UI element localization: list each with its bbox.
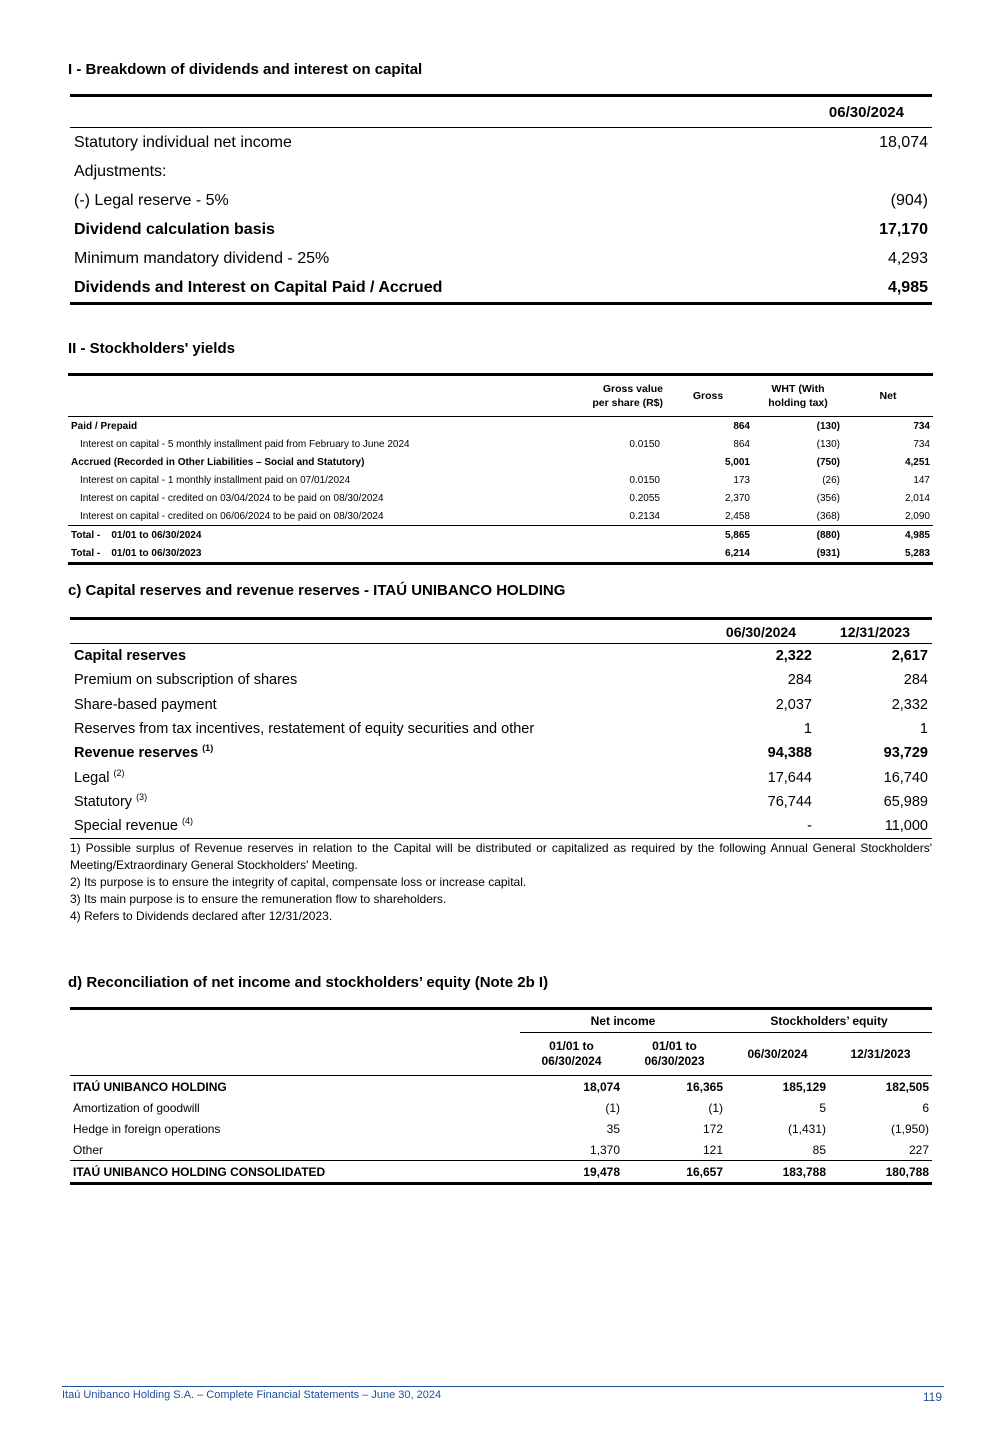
row-label: Statutory individual net income [74,133,292,151]
header-net: Net [843,375,933,417]
header-wht: WHT (With holding tax) [753,375,843,417]
table-row: Interest on capital - credited on 06/06/2024 to be paid on 08/30/2024 0.2134 2,458 (368) 2,090 [80,510,930,522]
table-row: Hedge in foreign operations 35 172 (1,431) (1,950) [73,1121,929,1136]
row-label: Dividends and Interest on Capital Paid / Accrued [74,278,443,296]
row-label: Minimum mandatory dividend - 25% [74,249,330,267]
header-col3: 06/30/2024 [726,1033,829,1076]
header-col1: 01/01 to 06/30/2024 [520,1033,623,1076]
row-value: 18,074 [879,133,928,151]
section-title-yields: II - Stockholders' yields [68,340,235,357]
row-value: (904) [890,191,928,209]
table-row: Capital reserves 2,322 2,617 [74,648,928,665]
header-col1: 06/30/2024 [700,619,816,644]
table-row: Total - 01/01 to 06/30/2023 6,214 (931) 5,283 [71,547,930,559]
footnote-3: 3) Its main purpose is to ensure the remuneration flow to shareholders. [70,892,447,906]
header-blank [70,1009,520,1076]
table-row: Revenue reserves $^{(1)}$ 94,388 93,729 [74,743,928,762]
section-title-reserves: c) Capital reserves and revenue reserves - ITAÚ UNIBANCO HOLDING [68,582,566,599]
table-row: Paid / Prepaid 864 (130) 734 [71,420,930,432]
row-label: Dividend calculation basis [74,220,275,238]
row-value: 17,170 [879,220,928,238]
table-row: Total - 01/01 to 06/30/2024 5,865 (880) 4,985 [68,526,933,545]
table-row [70,186,932,215]
footnote-ref: (1) [202,743,214,754]
section-title-dividends: I - Breakdown of dividends and interest on capital [68,61,423,78]
table-row: Interest on capital - 1 monthly installment paid on 07/01/2024 0.0150 173 (26) 147 [80,474,930,486]
table-row: Premium on subscription of shares 284 284 [74,672,928,689]
table-row: Statutory $^{(3)}$ 76,744 65,989 [74,792,928,810]
table-row: Other 1,370 121 85 227 [73,1142,929,1157]
page-number: 119 [922,1390,942,1404]
table-row: ITAÚ UNIBANCO HOLDING CONSOLIDATED 19,478 16,657 183,788 180,788 [70,1161,932,1184]
table-row: ITAÚ UNIBANCO HOLDING 18,074 16,365 185,129 182,505 [73,1079,929,1094]
header-net-income: Net income [520,1009,726,1033]
row-value [819,157,932,186]
section-title-reconciliation: d) Reconciliation of net income and stockholders’ equity (Note 2b I) [68,974,549,991]
footnote-ref: (3) [136,792,148,803]
footnote-1: 1) Possible surplus of Revenue reserves in relation to the Capital will be distributed or capitalized as required by the following Annual General Stockholders' Meeting/Extraordinary General Stockholders' Meeting. [70,841,932,872]
row-value: 4,293 [887,249,928,267]
table-row: Reserves from tax incentives, restatement of equity securities and other 1 1 [74,721,928,738]
header-gross: Gross [663,375,753,417]
row-label: (-) Legal reserve - 5% [74,191,229,209]
table-row: Amortization of goodwill (1) (1) 5 6 [73,1100,929,1115]
header-col4: 12/31/2023 [829,1033,932,1076]
header-stockholders-equity: Stockholders’ equity [726,1009,932,1033]
footer-divider [62,1386,944,1387]
footnote-ref: (2) [113,767,125,778]
header-col2: 12/31/2023 [816,619,932,644]
row-label: Adjustments: [74,162,167,180]
table-row: Accrued (Recorded in Other Liabilities – Social and Statutory) 5,001 (750) 4,251 [71,456,930,468]
table-row: Special revenue $^{(4)}$ - 11,000 [70,814,932,839]
row-value: 4,985 [887,278,928,296]
table-row: Interest on capital - 5 monthly installment paid from February to June 2024 0.0150 864 (130) 734 [80,438,930,450]
header-blank [68,375,578,417]
footer-text: Itaú Unibanco Holding S.A. – Complete Financial Statements – June 30, 2024 [62,1389,442,1401]
footnote-4: 4) Refers to Dividends declared after 12/31/2023. [70,909,333,923]
dividends-breakdown-table [70,94,932,305]
footnote-ref: (4) [182,816,194,827]
header-blank [70,619,700,644]
header-gross-value: Gross value per share (R$) [578,375,663,417]
reserves-footnotes [70,840,932,925]
table-row: Share-based payment 2,037 2,332 [74,696,928,713]
column-header: 06/30/2024 [70,96,932,128]
table-row: Legal $^{(2)}$ 17,644 16,740 [74,767,928,786]
reserves-table [70,617,932,839]
table-row [70,215,932,244]
footnote-2: 2) Its purpose is to ensure the integrity of capital, compensate loss or increase capital. [70,875,527,889]
header-col2: 01/01 to 06/30/2023 [623,1033,726,1076]
stockholders-yields-table [68,373,933,565]
table-row [70,244,932,273]
reconciliation-table [70,1007,932,1185]
table-row [70,273,932,304]
table-row: Interest on capital - credited on 03/04/2024 to be paid on 08/30/2024 0.2055 2,370 (356) 2,014 [80,492,930,504]
table-row [70,157,932,186]
table-row [70,128,932,158]
